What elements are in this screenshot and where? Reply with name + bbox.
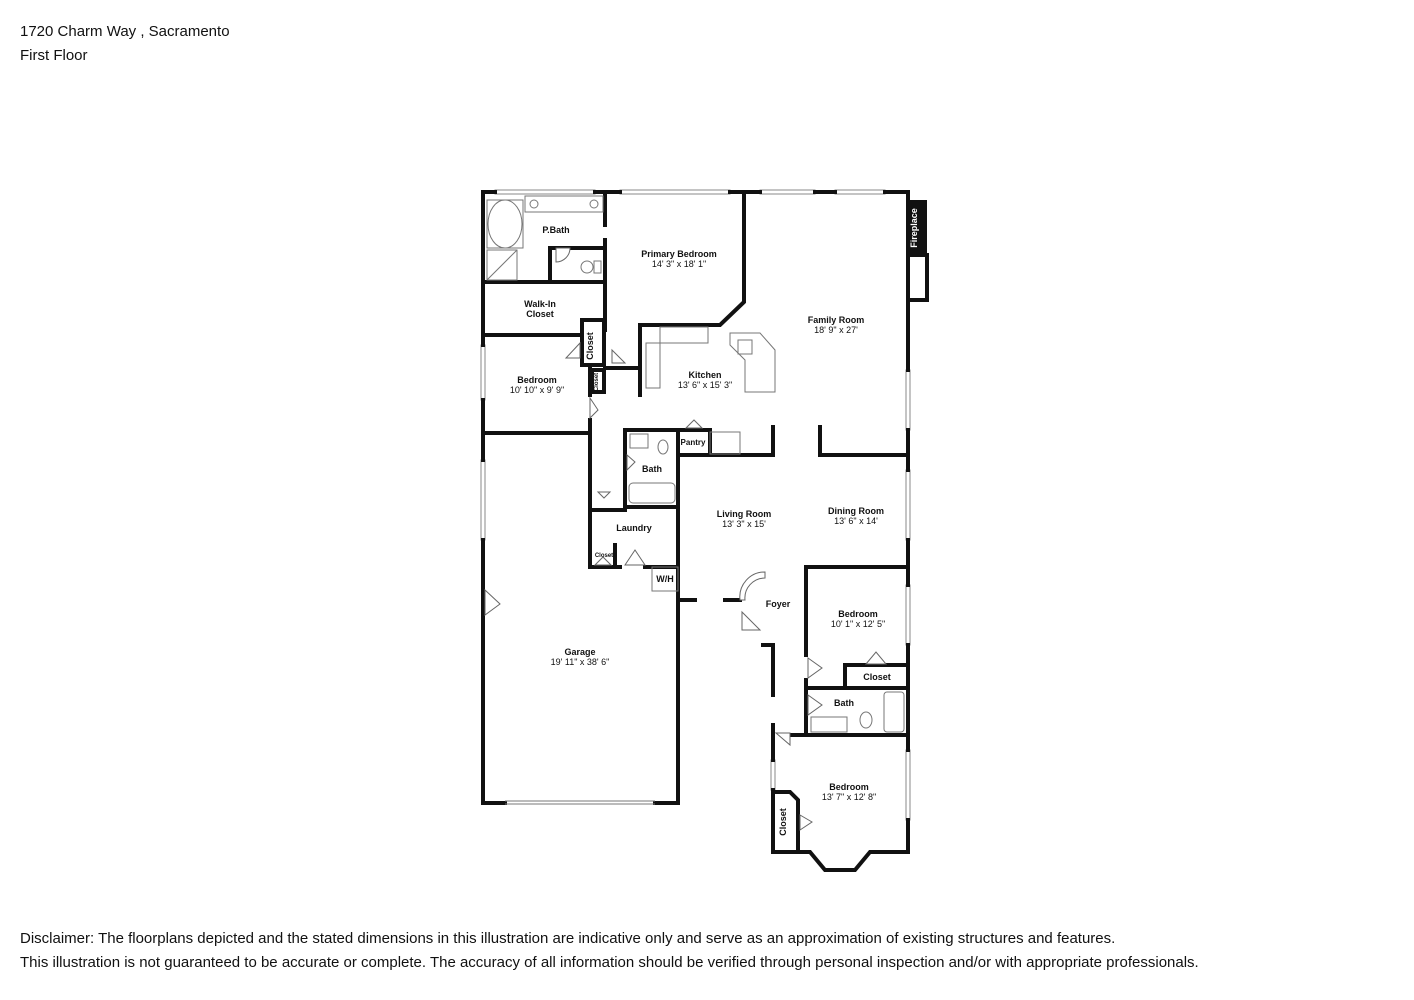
bath-hall-label: Bath <box>642 464 662 474</box>
dining-room-label: Dining Room <box>828 506 884 516</box>
garage-dims: 19' 11" x 38' 6" <box>550 657 610 667</box>
bedroom-south-label: Bedroom <box>829 782 869 792</box>
closet-small-label: Closet <box>594 372 600 392</box>
bedroom-south-dims: 13' 7" x 12' 8" <box>821 792 877 802</box>
walkin-closet-label-2: Closet <box>526 309 554 319</box>
kitchen-dims: 13' 6" x 15' 3" <box>677 380 733 390</box>
bedroom-west-dims: 10' 10" x 9' 9" <box>509 385 565 395</box>
closet-east-label: Closet <box>863 672 891 682</box>
closet-vertical-label: Closet <box>585 332 595 360</box>
living-room-label: Living Room <box>716 509 772 519</box>
laundry-label: Laundry <box>616 523 652 533</box>
wh-label: W/H <box>656 574 674 584</box>
walls <box>483 192 927 870</box>
walkin-closet-label-1: Walk-In <box>524 299 556 309</box>
disclaimer-line-2: This illustration is not guaranteed to be accurate or complete. The accuracy of all information should be verified through personal inspection and/or with appropriate professionals. <box>20 954 1199 971</box>
primary-bedroom-dims: 14' 3" x 18' 1" <box>651 259 707 269</box>
bedroom-east-label: Bedroom <box>838 609 878 619</box>
floor-label: First Floor <box>20 47 88 64</box>
bath-east-label: Bath <box>834 698 854 708</box>
fireplace-label: Fireplace <box>909 208 919 248</box>
garage-label: Garage <box>564 647 596 657</box>
foyer-label: Foyer <box>765 599 791 609</box>
pantry-label: Pantry <box>680 438 706 447</box>
family-room-dims: 18' 9" x 27' <box>814 325 858 335</box>
dining-room-dims: 13' 6" x 14' <box>834 516 878 526</box>
closet-laundry-label: Closet <box>594 553 614 559</box>
kitchen-label: Kitchen <box>688 370 722 380</box>
disclaimer-line-1: Disclaimer: The floorplans depicted and the stated dimensions in this illustration are indicative only and serve as an approximation of existing structures and features. <box>20 930 1116 947</box>
exterior-windows <box>481 190 910 820</box>
primary-bedroom-label: Primary Bedroom <box>641 249 717 259</box>
family-room-label: Family Room <box>807 315 865 325</box>
living-room-dims: 13' 3" x 15' <box>722 519 766 529</box>
closet-south-label: Closet <box>778 808 788 836</box>
pbath-label: P.Bath <box>542 225 570 235</box>
address-title: 1720 Charm Way , Sacramento <box>20 23 230 40</box>
bedroom-east-dims: 10' 1" x 12' 5" <box>830 619 886 629</box>
bedroom-west-label: Bedroom <box>517 375 557 385</box>
